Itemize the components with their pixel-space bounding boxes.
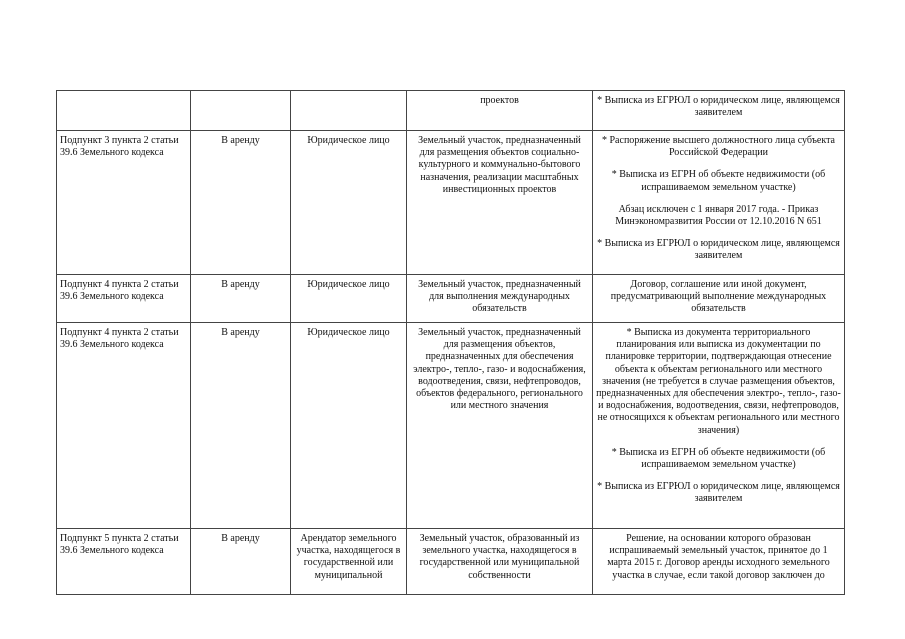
document-requirement: Договор, соглашение или иной документ, предусматривающий выполнение международных обязательств [610,279,827,315]
table-row [57,529,845,595]
documents-cell [593,323,845,529]
basis-cell [57,91,191,131]
applicant-cell: Арендатор земельного участка, находящегося в государственной или муниципальной [291,529,407,595]
document-requirement: * Распоряжение высшего должностного лица субъекта Российской Федерации [602,135,835,159]
right-type-cell: В аренду [191,275,291,323]
documents-cell [593,131,845,275]
document-requirement: * Выписка из ЕГРЮЛ о юридическом лице, являющемся заявителем [597,238,840,262]
land-plot-cell: Земельный участок, образованный из земельного участка, находящегося в государственной или муниципальной собственности [407,529,593,595]
table-body [57,91,845,595]
right-type-cell [191,91,291,131]
basis-cell: Подпункт 4 пункта 2 статьи 39.6 Земельного кодекса [57,323,191,529]
documents-cell [593,275,845,323]
applicant-cell: Юридическое лицо [291,323,407,529]
table-row [57,275,845,323]
right-type-cell: В аренду [191,131,291,275]
document-requirement: * Выписка из ЕГРЮЛ о юридическом лице, являющемся заявителем [597,95,840,119]
land-plot-cell: Земельный участок, предназначенный для размещения объектов, предназначенных для обеспечения электро-, тепло-, газо- и водоснабжения, водоотведения, связи, нефтепроводов, объектов федерального, регионального или местного значения [407,323,593,529]
document-requirement: * Выписка из ЕГРН об объекте недвижимости (об испрашиваемом земельном участке) [611,169,826,193]
documents-cell [593,529,845,595]
document-requirement: * Выписка из ЕГРН об объекте недвижимости (об испрашиваемом земельном участке) [611,446,826,470]
land-plot-cell: Земельный участок, предназначенный для размещения объектов социально-культурного и коммунально-бытового назначения, реализации масштабных инвестиционных проектов [407,131,593,275]
table-row [57,323,845,529]
document-requirement: Абзац исключен с 1 января 2017 года. - Приказ Минэкономразвития России от 12.10.2016 N 651 [615,203,822,227]
documents-cell [593,91,845,131]
basis-cell: Подпункт 5 пункта 2 статьи 39.6 Земельного кодекса [57,529,191,595]
land-plot-cell: проектов [407,91,593,131]
document-requirement: Решение, на основании которого образован испрашиваемый земельный участок, принятое до 1 марта 2015 г. Договор аренды исходного земельного участка в случае, если такой договор заключен до [607,533,830,581]
applicant-cell: Юридическое лицо [291,131,407,275]
right-type-cell: В аренду [191,529,291,595]
right-type-cell: В аренду [191,323,291,529]
table-row [57,131,845,275]
applicant-cell: Юридическое лицо [291,275,407,323]
document-requirement: * Выписка из документа территориального планирования или выписка из документации по планировке территории, подтверждающая отнесение объекта к объектам регионального или местного значения (не требуется в случае размещения объектов, предназначенных для обеспечения электро-, тепло-, газо- и водоснабжения, водоотведения, связи, нефтепроводов, не относящихся к объектам регионального или местного значения) [596,327,841,436]
applicant-cell [291,91,407,131]
document-requirement: * Выписка из ЕГРЮЛ о юридическом лице, являющемся заявителем [597,481,840,505]
basis-cell: Подпункт 4 пункта 2 статьи 39.6 Земельного кодекса [57,275,191,323]
basis-cell: Подпункт 3 пункта 2 статьи 39.6 Земельного кодекса [57,131,191,275]
land-plot-cell: Земельный участок, предназначенный для выполнения международных обязательств [407,275,593,323]
document-table [56,90,845,595]
table-row [57,91,845,131]
